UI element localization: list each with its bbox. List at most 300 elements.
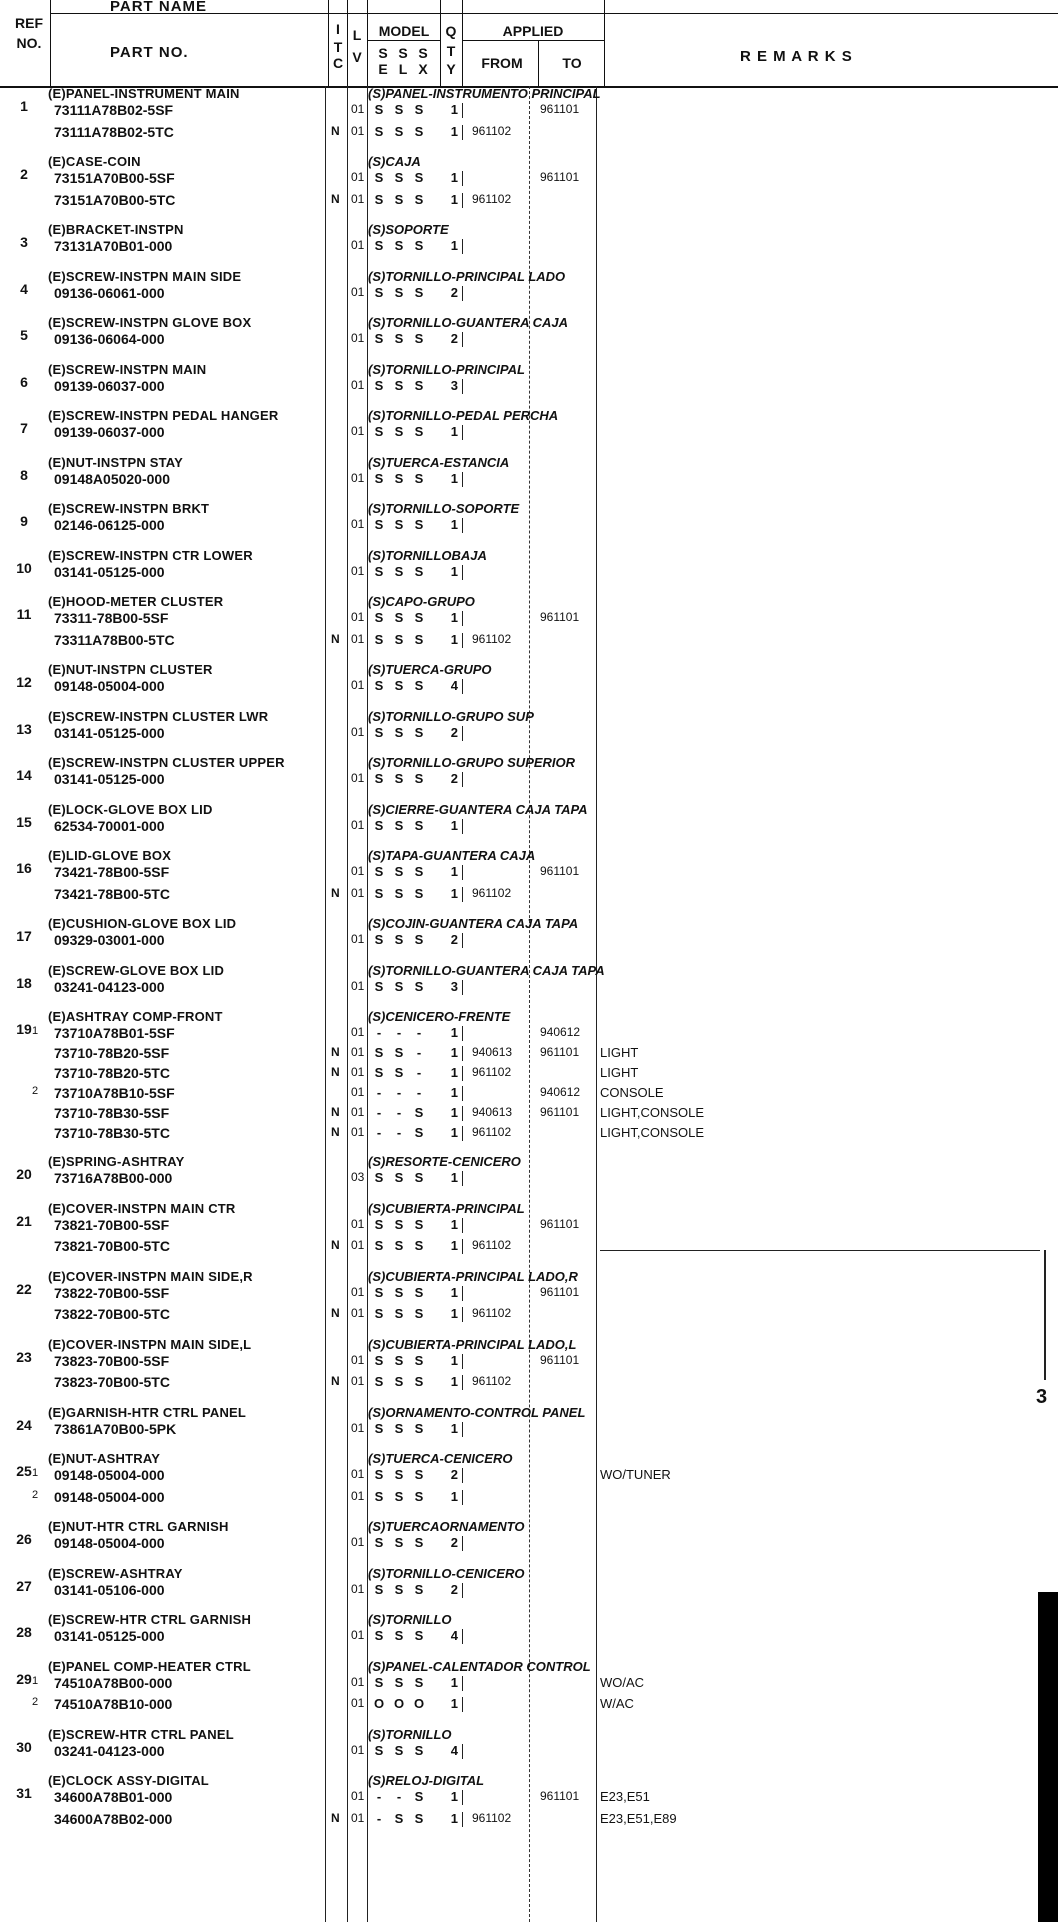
quantity: 1 [450, 1810, 458, 1826]
model-applicability: S [414, 1420, 424, 1436]
quantity: 1 [450, 123, 458, 139]
model-applicability: S [414, 424, 424, 439]
model-applicability: S [394, 678, 404, 693]
model-applicability: - [396, 1085, 402, 1100]
model-applicability: S [374, 1306, 384, 1321]
part-name: (E)SCREW-INSTPN PEDAL HANGER [48, 408, 279, 423]
applied-to: 961101 [540, 1105, 580, 1119]
itc-flag: N [331, 1065, 340, 1079]
level-value: 01 [351, 470, 365, 485]
remark: CONSOLE [600, 1085, 664, 1100]
part-number: 09329-03001-000 [54, 932, 165, 948]
sub-index: 1 [32, 1467, 39, 1479]
quantity: 1 [450, 1085, 458, 1100]
model-applicability: S [414, 517, 424, 532]
part-name: (E)SCREW-INSTPN CTR LOWER [48, 547, 253, 563]
itc-flag: N [331, 1810, 340, 1825]
model-applicability: S [394, 1628, 404, 1643]
model-applicability: S [394, 1216, 404, 1232]
quantity: 1 [450, 1374, 458, 1389]
model-applicability: S [394, 331, 404, 346]
itc-flag: N [331, 1374, 340, 1388]
qty-header-t: T [446, 43, 456, 59]
qty-divider [462, 1536, 463, 1551]
quantity: 2 [450, 1581, 458, 1597]
quantity: 1 [450, 1488, 458, 1504]
model-applicability: S [374, 885, 384, 901]
qty-divider [462, 518, 463, 533]
part-no-header: PART NO. [110, 44, 189, 61]
part-name: (E)ASHTRAY COMP-FRONT [48, 1009, 223, 1024]
quantity: 1 [450, 424, 458, 439]
model-applicability: S [414, 191, 424, 207]
itc-header-c: C [332, 55, 344, 71]
itc-left-rule [325, 86, 326, 1922]
quantity: 1 [450, 817, 458, 833]
level-value: 01 [351, 1065, 365, 1079]
ref-number: 25 [16, 1463, 32, 1479]
model-applicability: S [394, 1467, 404, 1482]
quantity: 1 [450, 1284, 458, 1300]
applied-from: 961102 [472, 191, 512, 206]
qty-divider [462, 239, 463, 254]
qty-divider [462, 1066, 463, 1081]
part-number: 09148-05004-000 [54, 678, 165, 694]
ref-number: 28 [16, 1624, 32, 1640]
spanish-name: (S)TORNILLO-GRUPO SUP [368, 708, 534, 724]
model-applicability: S [414, 1170, 424, 1185]
applied-dashed-rule [529, 86, 530, 1922]
part-number: 03141-05125-000 [54, 1628, 165, 1644]
part-name: (E)PANEL COMP-HEATER CTRL [48, 1658, 251, 1674]
model-applicability: S [394, 470, 404, 486]
quantity: 1 [450, 1352, 458, 1368]
remark: WO/AC [600, 1674, 645, 1690]
qty-divider [462, 286, 463, 301]
level-value: 01 [351, 1352, 365, 1367]
quantity: 3 [450, 377, 458, 393]
model-applicability: S [394, 284, 404, 300]
level-value: 01 [351, 331, 365, 345]
spanish-name: (S)CIERRE-GUANTERA CAJA TAPA [368, 801, 588, 817]
model-applicability: S [414, 817, 424, 833]
level-value: 01 [351, 102, 365, 116]
part-name: (E)SPRING-ASHTRAY [48, 1154, 185, 1169]
model-applicability: S [374, 1581, 384, 1597]
qty-divider [462, 1422, 463, 1437]
applied-to: 961101 [540, 1045, 580, 1059]
model-applicability: S [374, 1420, 384, 1436]
itc-header-t: T [333, 39, 343, 55]
level-value: 01 [351, 610, 365, 624]
quantity: 2 [450, 1467, 458, 1482]
part-number: 73710A78B01-5SF [54, 1025, 175, 1041]
model-applicability: S [414, 771, 424, 786]
quantity: 2 [450, 331, 458, 346]
level-value: 01 [351, 1284, 365, 1299]
ref-number: 21 [16, 1212, 32, 1229]
quantity: 1 [450, 170, 458, 185]
itc-right-rule [347, 86, 348, 1922]
qty-divider [462, 103, 463, 118]
level-value: 01 [351, 191, 365, 206]
part-number: 73111A78B02-5TC [54, 123, 174, 140]
qty-divider [462, 633, 463, 648]
part-name: (E)NUT-INSTPN CLUSTER [48, 662, 213, 677]
level-value: 01 [351, 1306, 365, 1320]
spanish-name: (S)TUERCA-CENICERO [368, 1451, 513, 1466]
model-applicability: - [376, 1025, 382, 1040]
ref-number: 11 [16, 606, 32, 622]
part-number: 03141-05125-000 [54, 563, 165, 580]
level-value: 01 [351, 1742, 365, 1757]
part-number: 73710-78B20-5SF [54, 1045, 170, 1061]
ref-header-line2: NO. [16, 35, 42, 51]
remarks-header: R E M A R K S [740, 48, 853, 65]
part-number: 34600A78B02-000 [54, 1810, 173, 1827]
part-name: (E)SCREW-HTR CTRL GARNISH [48, 1612, 252, 1627]
level-value: 01 [351, 424, 365, 438]
qty-divider [462, 379, 463, 394]
qty-divider [462, 1490, 463, 1505]
part-name: (E)SCREW-GLOVE BOX LID [48, 962, 225, 978]
model-applicability: S [414, 331, 424, 346]
part-number: 09148-05004-000 [54, 1467, 165, 1483]
model-applicability: S [394, 1742, 404, 1758]
part-number: 03241-04123-000 [54, 978, 165, 995]
spanish-name: (S)TUERCAORNAMENTO [368, 1519, 525, 1534]
part-name: (E)HOOD-METER CLUSTER [48, 594, 224, 609]
ref-number: 22 [16, 1280, 32, 1297]
level-value: 01 [351, 284, 365, 299]
applied-to: 961101 [540, 1352, 580, 1367]
part-name-header: PART NAME [110, 0, 208, 15]
part-number: 73861A70B00-5PK [54, 1420, 177, 1437]
part-number: 34600A78B01-000 [54, 1789, 173, 1805]
qty-divider [462, 125, 463, 140]
applied-to: 940612 [540, 1025, 581, 1039]
qty-divider [462, 1126, 463, 1141]
model-applicability: S [394, 1170, 404, 1185]
model-applicability: S [374, 610, 384, 625]
model-applicability: S [374, 724, 384, 740]
model-applicability: S [394, 978, 404, 994]
level-value: 01 [351, 1085, 365, 1099]
model-applicability: S [374, 1045, 384, 1060]
spanish-name: (S)PANEL-INSTRUMENTO PRINCIPAL [368, 86, 601, 101]
model-applicability: S [394, 238, 404, 253]
model-applicability: S [374, 1238, 384, 1253]
quantity: 2 [450, 771, 458, 786]
part-number: 73151A70B00-5TC [54, 191, 176, 208]
quantity: 1 [450, 191, 458, 207]
model-applicability: S [414, 1125, 424, 1140]
ref-number: 14 [16, 767, 32, 783]
qty-divider [462, 1239, 463, 1254]
quantity: 2 [450, 284, 458, 300]
spanish-name: (S)CUBIERTA-PRINCIPAL LADO,L [368, 1336, 577, 1352]
spanish-name: (S)CUBIERTA-PRINCIPAL [368, 1200, 525, 1216]
applied-from: 961102 [472, 1238, 512, 1252]
model-applicability: - [396, 1125, 402, 1140]
spanish-name: (S)RESORTE-CENICERO [368, 1154, 521, 1169]
spanish-name: (S)TORNILLO [368, 1612, 452, 1627]
ref-number: 10 [16, 559, 32, 576]
level-value: 01 [351, 1467, 365, 1481]
model-applicability: O [413, 1696, 425, 1711]
part-number: 03141-05106-000 [54, 1581, 165, 1598]
quantity: 1 [450, 864, 458, 879]
spanish-name: (S)TORNILLO-CENICERO [368, 1565, 525, 1581]
applied-to: 961101 [540, 1216, 580, 1231]
level-value: 01 [351, 817, 365, 832]
model-applicability: S [374, 102, 384, 117]
model-applicability: S [414, 1105, 424, 1120]
model-applicability: S [394, 424, 404, 439]
spanish-name: (S)CUBIERTA-PRINCIPAL LADO,R [368, 1268, 578, 1284]
model-applicability: S [394, 123, 404, 139]
ref-number: 16 [16, 860, 32, 876]
spanish-name: (S)TORNILLO-SOPORTE [368, 501, 520, 516]
lv-header-v: V [352, 49, 362, 65]
model-applicability: S [414, 170, 424, 185]
spanish-name: (S)RELOJ-DIGITAL [368, 1773, 485, 1788]
model-applicability: S [414, 885, 424, 901]
model-applicability: S [374, 563, 384, 579]
quantity: 1 [450, 1696, 458, 1711]
model-applicability: S [414, 864, 424, 879]
model-applicability: S [374, 864, 384, 879]
quantity: 1 [450, 1306, 458, 1321]
model-applicability: S [374, 377, 384, 393]
itc-flag: N [331, 1306, 340, 1320]
quantity: 1 [450, 1025, 458, 1040]
remarks-left-rule [596, 86, 597, 1922]
remark: LIGHT,CONSOLE [600, 1125, 705, 1140]
part-number: 73111A78B02-5SF [54, 102, 174, 118]
remark: LIGHT [600, 1065, 639, 1080]
edge-mark: 3 [1036, 1386, 1048, 1408]
quantity: 1 [450, 1216, 458, 1232]
part-name: (E)SCREW-INSTPN MAIN SIDE [48, 268, 242, 284]
spanish-name: (S)CENICERO-FRENTE [368, 1009, 511, 1024]
model-applicability: S [394, 1581, 404, 1597]
qty-divider [462, 611, 463, 626]
model-applicability: S [374, 170, 384, 185]
model-applicability: S [394, 1238, 404, 1253]
part-name: (E)SCREW-INSTPN CLUSTER UPPER [48, 755, 285, 770]
page-edge-tab [1038, 1592, 1058, 1922]
part-number: 62534-70001-000 [54, 817, 165, 834]
part-name: (E)COVER-INSTPN MAIN SIDE,R [48, 1268, 253, 1284]
qty-divider [462, 193, 463, 208]
part-number: 73821-70B00-5TC [54, 1238, 170, 1254]
quantity: 1 [450, 102, 458, 117]
part-number: 73821-70B00-5SF [54, 1216, 170, 1233]
level-value: 01 [351, 678, 365, 692]
model-applicability: - [396, 1789, 402, 1804]
part-name: (E)NUT-HTR CTRL GARNISH [48, 1519, 229, 1534]
level-value: 01 [351, 1105, 365, 1119]
applied-from: 961102 [472, 631, 512, 646]
model-applicability: S [414, 1674, 424, 1690]
level-value: 01 [351, 1025, 365, 1039]
model-sx-x: X [418, 61, 428, 77]
applied-to: 961101 [540, 610, 580, 624]
part-name: (E)NUT-INSTPN STAY [48, 454, 184, 470]
applied-to: 961101 [540, 102, 580, 116]
ref-number: 30 [16, 1738, 32, 1755]
part-name: (E)CASE-COIN [48, 154, 141, 169]
model-applicability: - [396, 1025, 402, 1040]
remark: LIGHT [600, 1045, 639, 1060]
model-applicability: - [376, 1810, 382, 1826]
spanish-name: (S)TUERCA-GRUPO [368, 662, 492, 677]
model-applicability: S [374, 1674, 384, 1690]
model-applicability: S [394, 377, 404, 393]
ref-number: 26 [16, 1531, 32, 1547]
part-number: 73710-78B20-5TC [54, 1065, 170, 1081]
level-value: 01 [351, 1216, 365, 1231]
qty-divider [462, 1086, 463, 1101]
applied-from: 961102 [472, 123, 512, 138]
model-applicability: S [414, 123, 424, 139]
remark: E23,E51 [600, 1789, 650, 1804]
part-name: (E)SCREW-INSTPN GLOVE BOX [48, 315, 252, 330]
model-applicability: S [394, 1674, 404, 1690]
model-applicability: S [374, 978, 384, 994]
model-applicability: S [414, 978, 424, 994]
model-header: MODEL [378, 23, 430, 39]
qty-divider [462, 1697, 463, 1712]
model-applicability: S [394, 102, 404, 117]
model-applicability: S [394, 191, 404, 207]
model-applicability: S [414, 1374, 424, 1389]
model-applicability: S [374, 1742, 384, 1758]
qty-divider [462, 425, 463, 440]
model-applicability: S [414, 1742, 424, 1758]
model-applicability: S [394, 1284, 404, 1300]
spanish-name: (S)CAJA [368, 154, 421, 169]
part-name: (E)SCREW-HTR CTRL PANEL [48, 1726, 234, 1742]
model-applicability: S [414, 284, 424, 300]
model-applicability: - [416, 1085, 422, 1100]
model-applicability: S [394, 1352, 404, 1368]
qty-divider [462, 1106, 463, 1121]
applied-to: 961101 [540, 170, 580, 184]
itc-flag: N [331, 1238, 340, 1252]
remark: W/AC [600, 1696, 634, 1711]
model-applicability: S [414, 1535, 424, 1550]
part-name: (E)CLOCK ASSY-DIGITAL [48, 1773, 209, 1788]
level-value: 01 [351, 1374, 365, 1388]
model-applicability: S [374, 1374, 384, 1389]
model-applicability: S [374, 1628, 384, 1643]
applied-from: 961102 [472, 1125, 512, 1139]
spanish-name: (S)TORNILLO-PEDAL PERCHA [368, 408, 559, 423]
part-number: 73131A70B01-000 [54, 238, 173, 254]
model-applicability: - [416, 1025, 422, 1040]
model-se-e: E [378, 61, 388, 77]
quantity: 3 [450, 978, 458, 994]
level-value: 01 [351, 771, 365, 785]
qty-divider [462, 1375, 463, 1390]
spanish-name: (S)TORNILLO-PRINCIPAL [368, 361, 525, 377]
model-applicability: S [374, 284, 384, 300]
model-applicability: S [414, 631, 424, 647]
level-value: 01 [351, 1238, 365, 1252]
spanish-name: (S)PANEL-CALENTADOR CONTROL [368, 1658, 591, 1674]
model-applicability: S [374, 1065, 384, 1080]
model-applicability: S [374, 238, 384, 253]
itc-flag: N [331, 1045, 340, 1059]
level-value: 01 [351, 1045, 365, 1059]
level-value: 01 [351, 1420, 365, 1435]
part-number: 73823-70B00-5SF [54, 1352, 170, 1369]
model-applicability: - [396, 1105, 402, 1120]
model-applicability: S [394, 1065, 404, 1080]
part-number: 73311A78B00-5TC [54, 631, 175, 648]
table-header [0, 0, 1058, 88]
ref-number: 20 [16, 1166, 32, 1182]
to-header: TO [562, 55, 582, 71]
part-name: (E)PANEL-INSTRUMENT MAIN [48, 86, 240, 101]
ref-number: 5 [20, 327, 28, 343]
model-applicability: S [374, 1170, 384, 1185]
remark: WO/TUNER [600, 1467, 671, 1482]
model-applicability: O [393, 1696, 405, 1711]
model-applicability: S [414, 1488, 424, 1504]
itc-flag: N [331, 631, 340, 646]
qty-divider [462, 887, 463, 902]
ref-number: 19 [16, 1021, 32, 1037]
model-applicability: S [414, 238, 424, 253]
model-applicability: S [414, 932, 424, 947]
ref-number: 2 [20, 166, 28, 182]
spanish-name: (S)ORNAMENTO-CONTROL PANEL [368, 1404, 586, 1420]
model-applicability: S [414, 1628, 424, 1643]
model-applicability: S [374, 191, 384, 207]
qty-header-q: Q [445, 23, 457, 39]
part-name: (E)SCREW-ASHTRAY [48, 1565, 183, 1581]
applied-to: 961101 [540, 1284, 580, 1299]
qty-divider [462, 1583, 463, 1598]
spanish-name: (S)TUERCA-ESTANCIA [368, 454, 510, 470]
qty-divider [462, 726, 463, 741]
model-applicability: S [374, 771, 384, 786]
model-applicability: S [394, 1374, 404, 1389]
quantity: 1 [450, 885, 458, 901]
section-rule [600, 1250, 1040, 1251]
part-number: 73421-78B00-5SF [54, 864, 170, 880]
model-applicability: - [376, 1105, 382, 1120]
ref-number: 12 [16, 674, 32, 690]
model-applicability: S [394, 724, 404, 740]
applied-to: 961101 [540, 1789, 580, 1803]
model-applicability: - [376, 1789, 382, 1804]
quantity: 1 [450, 470, 458, 486]
model-applicability: S [414, 610, 424, 625]
qty-header-y: Y [446, 61, 456, 77]
level-value: 01 [351, 238, 365, 252]
qty-divider [462, 865, 463, 880]
sub-index: 1 [32, 1025, 39, 1037]
model-applicability: - [416, 1045, 422, 1060]
part-number: 09148-05004-000 [54, 1488, 165, 1505]
qty-divider [462, 1046, 463, 1061]
level-value: 01 [351, 517, 365, 531]
level-value: 01 [351, 1810, 365, 1825]
